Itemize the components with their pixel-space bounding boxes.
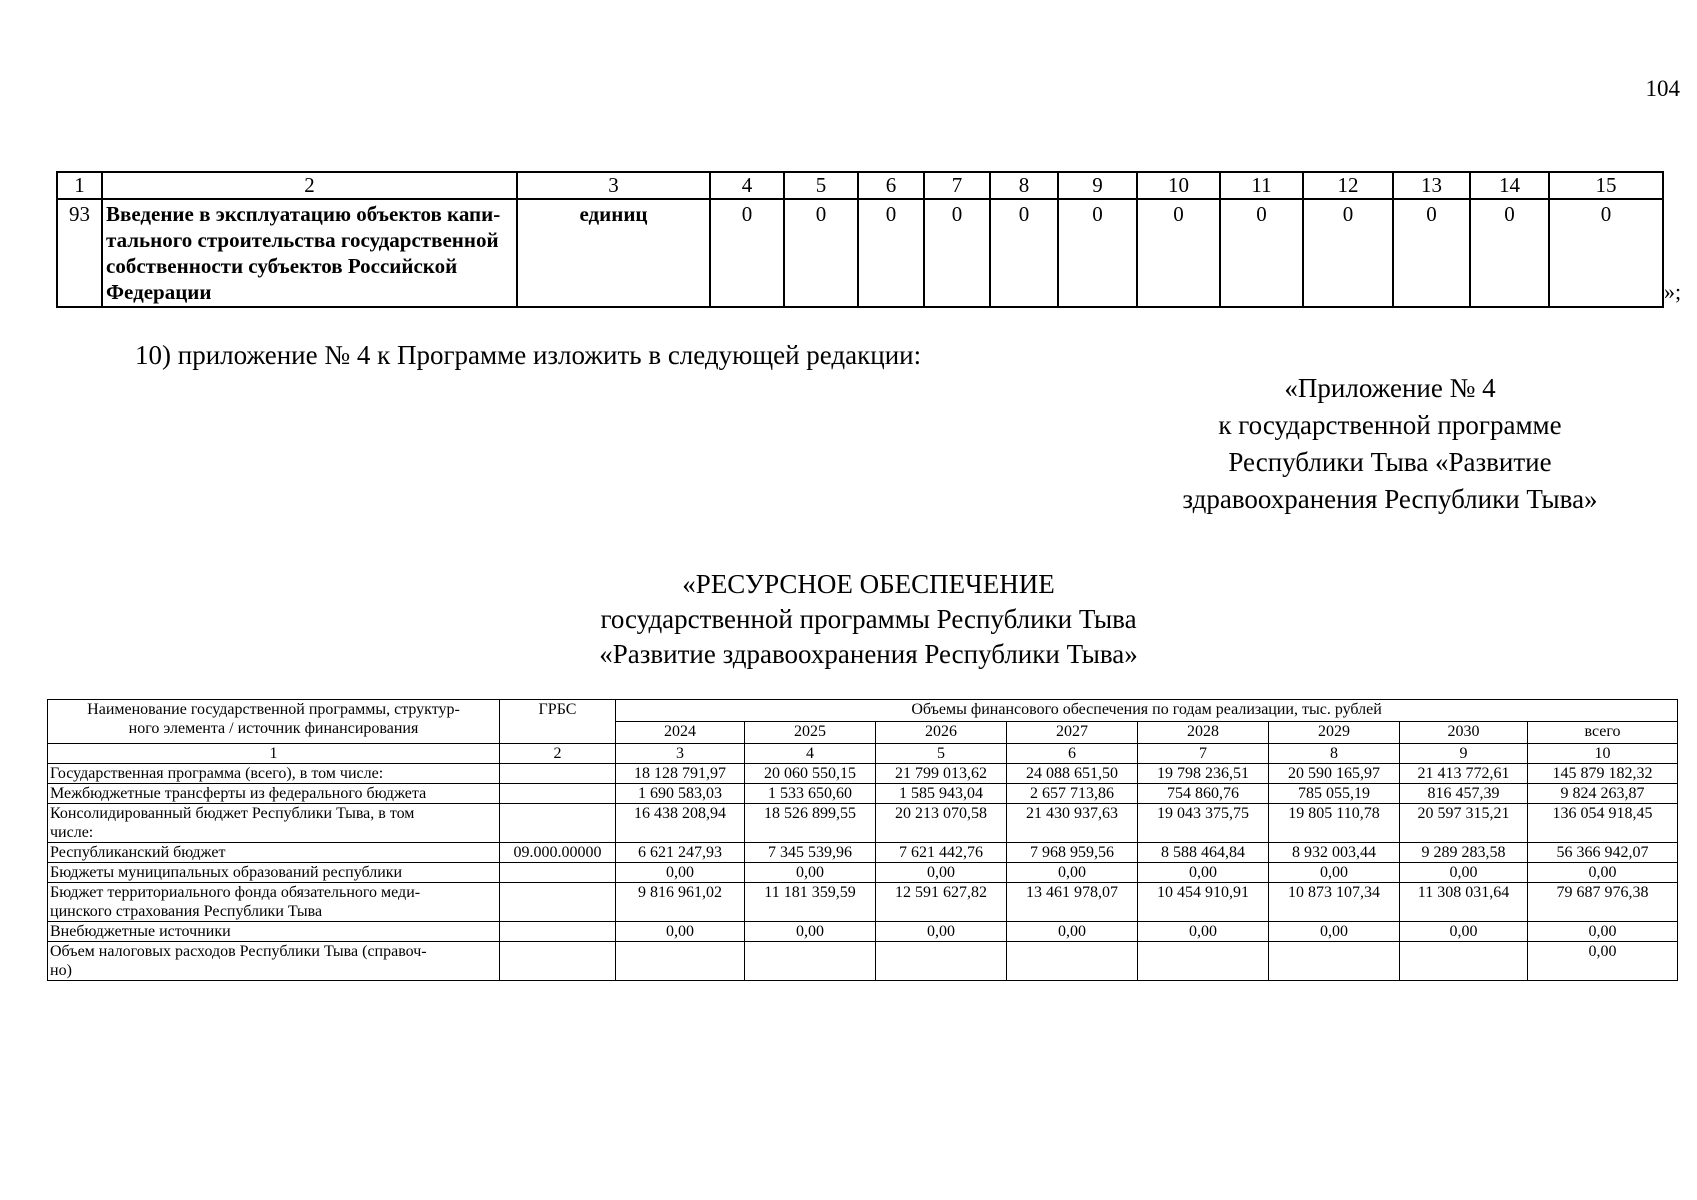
funding-source-name (48, 784, 500, 804)
grbs-code (500, 764, 616, 784)
funding-amount: 1 690 583,03 (616, 784, 745, 804)
funding-amount: 10 454 910,91 (1138, 883, 1269, 922)
indicator-value: 0 (1058, 199, 1137, 307)
title-line: «Развитие здравоохранения Республики Тыва» (599, 639, 1138, 669)
indicator-value: 0 (784, 199, 858, 307)
funding-amount: 1 585 943,04 (876, 784, 1007, 804)
indicator-value: 0 (1393, 199, 1470, 307)
indicator-table-row (57, 199, 1663, 307)
funding-source-name (48, 942, 500, 981)
grbs-code (500, 804, 616, 843)
funding-amount: 11 181 359,59 (745, 883, 876, 922)
document-title (0, 567, 1697, 672)
funding-amount: 6 621 247,93 (616, 843, 745, 863)
indicator-column-number: 2 (102, 172, 517, 199)
funding-amount: 18 128 791,97 (616, 764, 745, 784)
funding-source-name (48, 804, 500, 843)
funding-amount: 9 824 263,87 (1528, 784, 1678, 804)
funding-amount: 18 526 899,55 (745, 804, 876, 843)
indicator-value: 0 (858, 199, 924, 307)
funding-amount (876, 942, 1007, 981)
column-number: 8 (1269, 744, 1400, 764)
funding-source-name (48, 883, 500, 922)
indicator-column-number: 3 (517, 172, 710, 199)
funding-amount: 8 932 003,44 (1269, 843, 1400, 863)
column-header-grbs: ГРБС (500, 700, 616, 744)
indicator-column-number: 15 (1549, 172, 1663, 199)
funding-amount: 1 533 650,60 (745, 784, 876, 804)
indicator-value: 0 (1470, 199, 1549, 307)
indicator-name-line: собственности субъектов Российской (106, 254, 458, 278)
column-number: 1 (48, 744, 500, 764)
funding-amount: 9 816 961,02 (616, 883, 745, 922)
funding-amount: 21 413 772,61 (1400, 764, 1528, 784)
funding-amount: 11 308 031,64 (1400, 883, 1528, 922)
funding-amount (1007, 942, 1138, 981)
grbs-code (500, 784, 616, 804)
funding-amount: 19 798 236,51 (1138, 764, 1269, 784)
funding-amount: 0,00 (876, 922, 1007, 942)
grbs-code: 09.000.00000 (500, 843, 616, 863)
page-number: 104 (1645, 76, 1680, 101)
indicator-column-number: 14 (1470, 172, 1549, 199)
column-numbers-row (48, 744, 1678, 764)
year-header: всего (1528, 722, 1678, 744)
amendment-instruction: 10) приложение № 4 к Программе изложить в следующей редакции: (135, 340, 922, 370)
indicator-column-number: 5 (784, 172, 858, 199)
funding-source-name (48, 843, 500, 863)
funding-amount: 20 213 070,58 (876, 804, 1007, 843)
indicator-column-number: 6 (858, 172, 924, 199)
column-number: 6 (1007, 744, 1138, 764)
indicator-column-number: 13 (1393, 172, 1470, 199)
funding-amount: 0,00 (1007, 863, 1138, 883)
funding-amount: 754 860,76 (1138, 784, 1269, 804)
funding-amount: 0,00 (1007, 922, 1138, 942)
funding-amount: 785 055,19 (1269, 784, 1400, 804)
funding-amount: 0,00 (1528, 863, 1678, 883)
funding-amount: 0,00 (1138, 922, 1269, 942)
funding-amount (616, 942, 745, 981)
funding-source-name-line: цинского страхования Республики Тыва (50, 903, 323, 920)
funding-source-name-line: Консолидированный бюджет Республики Тыва, в том (50, 805, 415, 822)
funding-amount: 0,00 (1528, 922, 1678, 942)
funding-source-name (48, 863, 500, 883)
grbs-code (500, 863, 616, 883)
indicator-unit: единиц (517, 199, 710, 307)
funding-amount: 0,00 (745, 863, 876, 883)
funding-amount: 16 438 208,94 (616, 804, 745, 843)
financing-row (48, 804, 1678, 843)
grbs-code (500, 942, 616, 981)
indicator-table-header-row (57, 172, 1663, 199)
indicator-value: 0 (990, 199, 1058, 307)
funding-amount: 19 805 110,78 (1269, 804, 1400, 843)
funding-amount: 0,00 (1269, 863, 1400, 883)
funding-amount: 2 657 713,86 (1007, 784, 1138, 804)
column-header-name: Наименование государственной программы, структур- ного элемента / источник финансирования (48, 700, 500, 744)
closing-quote: »; (1664, 279, 1682, 304)
year-header: 2025 (745, 722, 876, 744)
indicator-column-number: 1 (57, 172, 102, 199)
funding-amount: 7 968 959,56 (1007, 843, 1138, 863)
indicator-name-line: тального строительства государственной (106, 228, 499, 252)
funding-source-name-line: Государственная программа (всего), в том числе: (50, 765, 384, 782)
indicator-column-number: 11 (1220, 172, 1303, 199)
funding-amount: 0,00 (876, 863, 1007, 883)
funding-source-name-line: Республиканский бюджет (50, 844, 226, 861)
funding-source-name-line: Внебюджетные источники (50, 923, 231, 940)
funding-amount: 0,00 (1400, 863, 1528, 883)
funding-amount: 12 591 627,82 (876, 883, 1007, 922)
appendix-line: к государственной программе (1218, 410, 1562, 440)
column-number: 4 (745, 744, 876, 764)
funding-amount (1400, 942, 1528, 981)
funding-amount: 19 043 375,75 (1138, 804, 1269, 843)
funding-amount: 79 687 976,38 (1528, 883, 1678, 922)
year-header: 2029 (1269, 722, 1400, 744)
column-number: 2 (500, 744, 616, 764)
grbs-code (500, 922, 616, 942)
title-line: государственной программы Республики Тыва (600, 604, 1137, 634)
financing-row (48, 883, 1678, 922)
funding-amount: 20 590 165,97 (1269, 764, 1400, 784)
indicator-value: 0 (1220, 199, 1303, 307)
column-number: 7 (1138, 744, 1269, 764)
indicator-value: 0 (1549, 199, 1663, 307)
funding-amount: 136 054 918,45 (1528, 804, 1678, 843)
column-number: 5 (876, 744, 1007, 764)
year-header: 2024 (616, 722, 745, 744)
appendix-line: Республики Тыва «Развитие (1228, 447, 1552, 477)
grbs-code (500, 883, 616, 922)
indicator-name-line: Введение в эксплуатацию объектов капи- (106, 202, 501, 226)
funding-amount: 7 621 442,76 (876, 843, 1007, 863)
column-header-volumes: Объемы финансового обеспечения по годам реализации, тыс. рублей (616, 700, 1678, 722)
funding-amount: 0,00 (745, 922, 876, 942)
indicator-column-number: 12 (1303, 172, 1393, 199)
indicator-value: 0 (1303, 199, 1393, 307)
indicator-name-line: Федерации (106, 280, 212, 304)
funding-amount: 0,00 (1269, 922, 1400, 942)
financing-row (48, 922, 1678, 942)
column-number: 3 (616, 744, 745, 764)
appendix-line: «Приложение № 4 (1284, 373, 1496, 403)
funding-amount: 21 430 937,63 (1007, 804, 1138, 843)
appendix-line: здравоохранения Республики Тыва» (1182, 484, 1598, 514)
appendix-reference (1080, 370, 1697, 518)
financing-table (47, 699, 1678, 981)
funding-source-name (48, 922, 500, 942)
funding-source-name-line: но) (50, 962, 72, 979)
funding-amount: 0,00 (616, 922, 745, 942)
funding-amount: 0,00 (616, 863, 745, 883)
indicator-value: 0 (924, 199, 990, 307)
funding-source-name-line: Бюджет территориального фонда обязательного меди- (50, 884, 421, 901)
funding-source-name-line: числе: (50, 824, 94, 841)
funding-source-name-line: Межбюджетные трансферты из федерального бюджета (50, 785, 427, 802)
indicator-column-number: 7 (924, 172, 990, 199)
funding-amount: 24 088 651,50 (1007, 764, 1138, 784)
indicator-value: 0 (1137, 199, 1220, 307)
financing-row (48, 843, 1678, 863)
year-header: 2027 (1007, 722, 1138, 744)
funding-amount: 0,00 (1400, 922, 1528, 942)
funding-amount (745, 942, 876, 981)
indicator-column-number: 8 (990, 172, 1058, 199)
funding-amount: 0,00 (1528, 942, 1678, 981)
indicator-name (102, 199, 517, 307)
indicator-column-number: 10 (1137, 172, 1220, 199)
year-header: 2028 (1138, 722, 1269, 744)
funding-amount: 9 289 283,58 (1400, 843, 1528, 863)
column-number: 9 (1400, 744, 1528, 764)
financing-row (48, 764, 1678, 784)
indicator-column-number: 9 (1058, 172, 1137, 199)
funding-amount: 8 588 464,84 (1138, 843, 1269, 863)
funding-amount: 21 799 013,62 (876, 764, 1007, 784)
funding-amount: 10 873 107,34 (1269, 883, 1400, 922)
indicator-table (56, 171, 1664, 308)
funding-source-name-line: Объем налоговых расходов Республики Тыва (справоч- (50, 943, 427, 960)
year-header: 2026 (876, 722, 1007, 744)
column-number: 10 (1528, 744, 1678, 764)
funding-amount: 0,00 (1138, 863, 1269, 883)
funding-amount: 816 457,39 (1400, 784, 1528, 804)
funding-amount: 20 597 315,21 (1400, 804, 1528, 843)
funding-amount: 7 345 539,96 (745, 843, 876, 863)
year-header: 2030 (1400, 722, 1528, 744)
title-line: «РЕСУРСНОЕ ОБЕСПЕЧЕНИЕ (682, 569, 1055, 599)
funding-amount: 13 461 978,07 (1007, 883, 1138, 922)
funding-amount (1269, 942, 1400, 981)
funding-amount (1138, 942, 1269, 981)
funding-source-name-line: Бюджеты муниципальных образований республики (50, 864, 403, 881)
funding-source-name (48, 764, 500, 784)
funding-amount: 145 879 182,32 (1528, 764, 1678, 784)
row-number: 93 (57, 199, 102, 307)
financing-row (48, 863, 1678, 883)
indicator-value: 0 (710, 199, 784, 307)
financing-row (48, 942, 1678, 981)
funding-amount: 56 366 942,07 (1528, 843, 1678, 863)
funding-amount: 20 060 550,15 (745, 764, 876, 784)
financing-row (48, 784, 1678, 804)
indicator-column-number: 4 (710, 172, 784, 199)
financing-header-row (48, 700, 1678, 722)
